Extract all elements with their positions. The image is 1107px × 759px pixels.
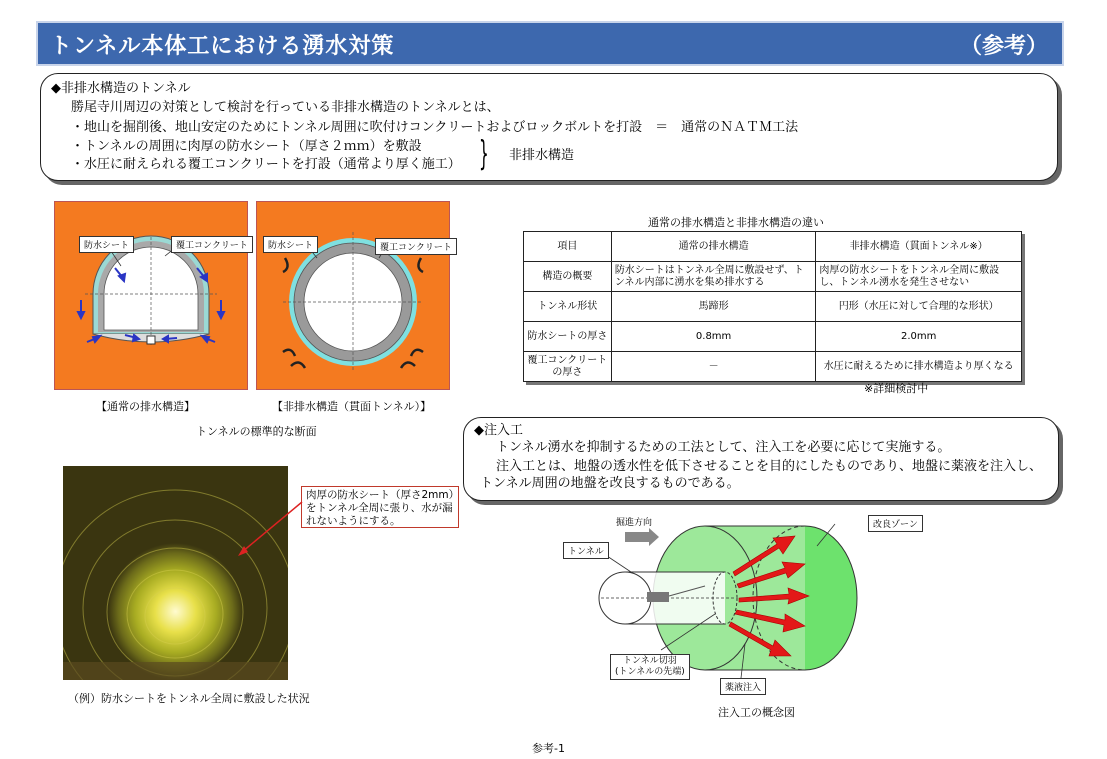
table-title: 通常の排水構造と非排水構造の違い	[648, 216, 824, 229]
left-lining-label: 覆工コンクリート	[171, 236, 253, 253]
left-sheet-label: 防水シート	[79, 236, 134, 253]
table-header-row	[524, 232, 1022, 262]
table-note: ※詳細検討中	[864, 382, 929, 395]
injection-diagram	[555, 510, 875, 690]
circular-section	[257, 202, 449, 389]
right-lining-label: 覆工コンクリート	[375, 238, 457, 255]
tunnel-label: トンネル	[563, 542, 609, 559]
injection-box	[463, 417, 1059, 501]
cell-non-drainage: 円形（水圧に対して合理的な形状）	[816, 292, 1022, 322]
right-diagram-caption: 【非排水構造（貫面トンネル）】	[272, 400, 432, 413]
cell-drainage: 0.8mm	[611, 322, 816, 352]
page-header	[36, 21, 1064, 66]
cell-non-drainage: 2.0mm	[816, 322, 1022, 352]
photo-caption: （例）防水シートをトンネル全周に敷設した状況	[68, 692, 310, 705]
row-label: 構造の概要	[524, 262, 612, 292]
box2-line2: 注入工とは、地盤の透水性を低下させることを目的にしたものであり、地盤に薬液を注入し、	[496, 459, 1043, 474]
face-label	[610, 654, 690, 680]
tunnel-photo	[63, 466, 288, 680]
box1-heading: ◆非排水構造のトンネル	[51, 81, 191, 96]
table-row	[524, 352, 1022, 382]
page-subtitle: （参考）	[959, 34, 1048, 59]
brace: }	[478, 134, 489, 174]
injection-caption: 注入工の概念図	[718, 706, 795, 719]
non-drainage-box	[40, 73, 1058, 181]
row-label: 防水シートの厚さ	[524, 322, 612, 352]
box1-line2: ・トンネルの周囲に肉厚の防水シート（厚さ２ｍｍ）を敷設	[71, 139, 422, 154]
face-label-line1: トンネル切羽	[623, 656, 677, 666]
horseshoe-section	[55, 202, 247, 389]
box1-line3: ・水圧に耐えられる覆工コンクリートを打設（通常より厚く施工）	[71, 157, 461, 172]
cell-drainage: 馬蹄形	[611, 292, 816, 322]
page-number: 参考-1	[532, 742, 565, 755]
box2-line3: トンネル周囲の地盤を改良するものである。	[480, 476, 740, 491]
tunnel-photo-rings	[63, 466, 288, 680]
header-non-drainage: 非排水構造（貫面トンネル※）	[816, 232, 1022, 262]
header-item: 項目	[524, 232, 612, 262]
cell-drainage: －	[611, 352, 816, 382]
non-drainage-diagram	[256, 201, 450, 390]
box1-label: 非排水構造	[509, 148, 575, 163]
box1-line1: ・地山を掘削後、地山安定のためにトンネル周囲に吹付けコンクリートおよびロックボルトを打設 ＝ 通常のＮＡＴＭ工法	[71, 120, 799, 135]
row-label: 覆工コンクリートの厚さ	[524, 352, 612, 382]
zone-label: 改良ゾーン	[868, 515, 923, 532]
photo-callout: 肉厚の防水シート（厚さ2mm）をトンネル全周に張り、水が漏れないようにする。	[301, 486, 459, 528]
section-caption: トンネルの標準的な断面	[196, 425, 317, 438]
comparison-table	[523, 231, 1022, 382]
chemical-label: 薬液注入	[720, 678, 766, 695]
box2-line1: トンネル湧水を抑制するための工法として、注入工を必要に応じて実施する。	[496, 440, 951, 455]
cell-drainage: 防水シートはトンネル全周に敷設せず、トンネル内部に湧水を集め排水する	[611, 262, 816, 292]
face-label-line2: (トンネルの先端)	[615, 667, 685, 677]
callout-arrow	[236, 500, 306, 560]
box1-intro: 勝尾寺川周辺の対策として検討を行っている非排水構造のトンネルとは、	[71, 100, 500, 115]
table-row	[524, 262, 1022, 292]
box2-heading: ◆注入工	[474, 423, 523, 438]
cell-non-drainage: 肉厚の防水シートをトンネル全周に敷設し、トンネル湧水を発生させない	[816, 262, 1022, 292]
header-drainage: 通常の排水構造	[611, 232, 816, 262]
cell-non-drainage: 水圧に耐えるために排水構造より厚くなる	[816, 352, 1022, 382]
page-title: トンネル本体工における湧水対策	[50, 34, 395, 59]
row-label: トンネル形状	[524, 292, 612, 322]
direction-label: 掘進方向	[616, 518, 653, 528]
left-diagram-caption: 【通常の排水構造】	[96, 400, 195, 413]
right-sheet-label: 防水シート	[263, 236, 318, 253]
drainage-diagram	[54, 201, 248, 390]
table-row	[524, 292, 1022, 322]
table-row	[524, 322, 1022, 352]
